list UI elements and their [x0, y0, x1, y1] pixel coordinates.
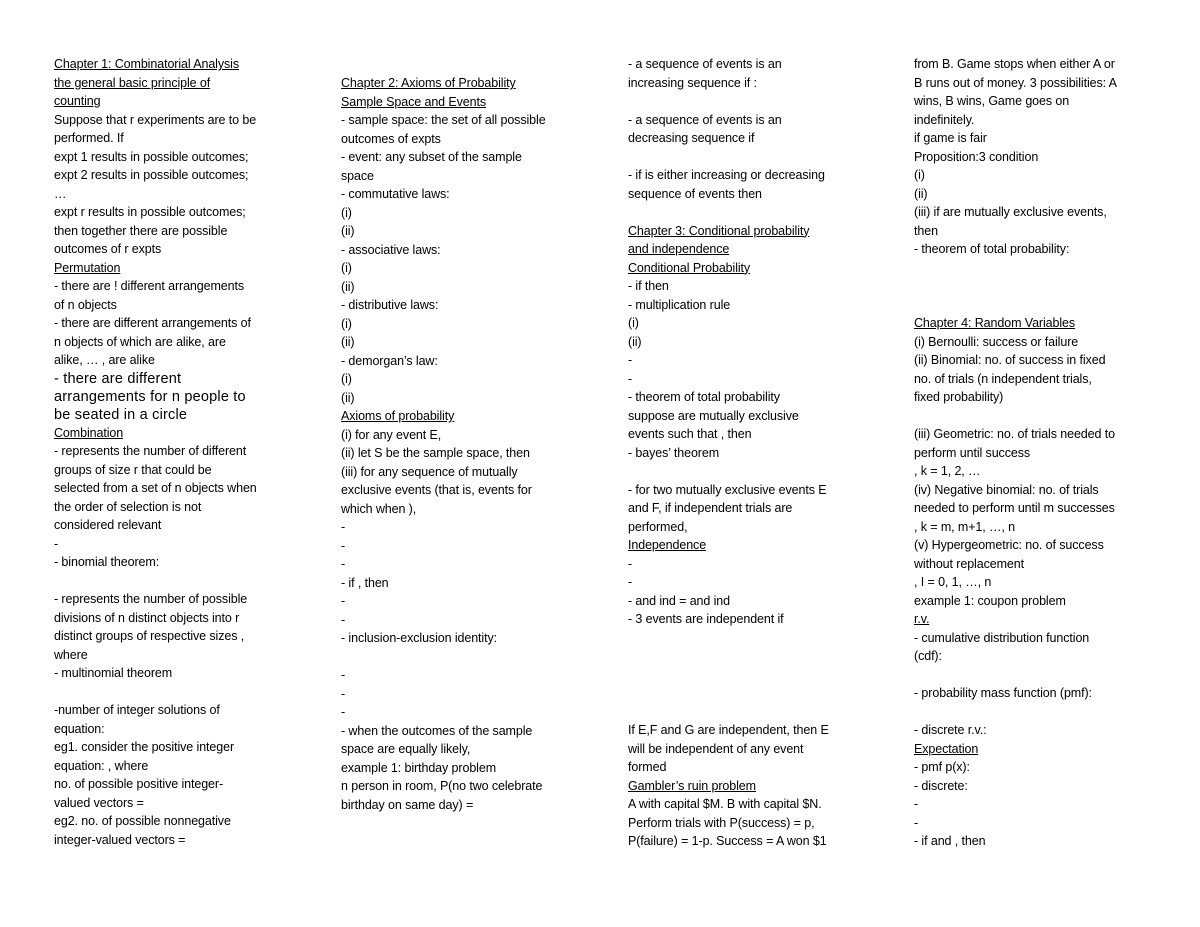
- text-line: sequence of events then: [628, 186, 762, 201]
- text-line: -number of integer solutions of: [54, 703, 220, 717]
- text-line: (iv) Negative binomial: no. of trials: [914, 482, 1099, 497]
- text-line: -: [914, 815, 919, 830]
- text-line: -: [341, 705, 346, 719]
- blank-line: [628, 462, 888, 481]
- text-line: - there are ! different arrangements: [54, 279, 245, 293]
- section-heading: Chapter 3: Conditional probability: [628, 223, 810, 238]
- text-line: decreasing sequence if: [628, 131, 755, 145]
- text-line: …: [54, 186, 67, 201]
- column-1: [54, 55, 304, 849]
- text-line: which when ),: [341, 501, 417, 516]
- text-line: (ii) Binomial: no. of success in fixed: [914, 353, 1106, 367]
- text-line: - if then: [628, 279, 669, 293]
- section-heading: Conditional Probability: [628, 260, 751, 275]
- text-line: , I = 0, 1, …, n: [914, 575, 992, 589]
- text-line: Suppose that r experiments are to be: [54, 112, 257, 127]
- text-line: - a sequence of events is an: [628, 112, 782, 127]
- blank-line: [628, 92, 888, 111]
- section-heading: Chapter 1: Combinatorial Analysis: [54, 57, 239, 71]
- text-line: divisions of n distinct objects into r: [54, 610, 240, 625]
- text-line: (i): [628, 316, 639, 330]
- text-line: Perform trials with P(success) = p,: [628, 815, 815, 830]
- text-line: space: [341, 168, 374, 183]
- text-line: then: [914, 223, 938, 238]
- text-line: -: [341, 594, 346, 608]
- blank-line: [914, 259, 1174, 278]
- blank-line: [914, 666, 1174, 685]
- text-line: - theorem of total probability: [628, 390, 780, 404]
- text-line: from B. Game stops when either A or: [914, 57, 1115, 71]
- text-line: suppose are mutually exclusive: [628, 408, 799, 423]
- section-heading: Sample Space and Events: [341, 94, 487, 109]
- text-line: - distributive laws:: [341, 298, 439, 312]
- text-line: performed. If: [54, 131, 124, 145]
- section-heading: and independence: [628, 242, 730, 256]
- blank-line: [628, 684, 888, 703]
- text-line: - theorem of total probability:: [914, 242, 1070, 256]
- text-line: - pmf p(x):: [914, 760, 970, 774]
- text-line: - when the outcomes of the sample: [341, 723, 533, 738]
- text-line: -: [628, 371, 633, 386]
- text-line: (i): [914, 168, 925, 182]
- text-line: - for two mutually exclusive events E: [628, 482, 827, 497]
- text-line: alike, … , are alike: [54, 353, 155, 367]
- text-line: groups of size r that could be: [54, 462, 212, 477]
- blank-line: [628, 203, 888, 222]
- text-line: -: [341, 538, 346, 553]
- text-line: wins, B wins, Game goes on: [914, 94, 1070, 108]
- text-line: outcomes of r expts: [54, 242, 162, 256]
- text-line: expt 1 results in possible outcomes;: [54, 149, 249, 164]
- text-line: equation:: [54, 721, 105, 736]
- text-line: -: [54, 536, 59, 551]
- blank-line: [628, 666, 888, 685]
- text-line: events such that , then: [628, 427, 752, 441]
- text-line: -: [914, 797, 919, 811]
- text-line: - if is either increasing or decreasing: [628, 168, 825, 182]
- text-line: example 1: coupon problem: [914, 593, 1066, 608]
- text-line: - and ind = and ind: [628, 593, 731, 608]
- text-line: - sample space: the set of all possible: [341, 113, 546, 127]
- text-line: then together there are possible: [54, 223, 228, 238]
- text-line: -: [628, 575, 633, 589]
- text-line: (ii) let S be the sample space, then: [341, 446, 530, 460]
- text-line: expt 2 results in possible outcomes;: [54, 168, 249, 182]
- column-3: [628, 55, 888, 851]
- text-line: If E,F and G are independent, then E: [628, 723, 829, 737]
- text-line: - multinomial theorem: [54, 666, 173, 680]
- text-line: - probability mass function (pmf):: [914, 686, 1092, 700]
- blank-line: [628, 647, 888, 666]
- text-line: performed,: [628, 519, 688, 534]
- section-heading: Permutation: [54, 260, 121, 275]
- text-line: without replacement: [914, 556, 1024, 571]
- text-line: - if , then: [341, 575, 389, 590]
- text-line: indefinitely.: [914, 112, 975, 127]
- text-line: needed to perform until m successes: [914, 501, 1115, 515]
- blank-line: [914, 407, 1174, 426]
- text-line: and F, if independent trials are: [628, 501, 793, 515]
- text-line: (ii): [914, 186, 928, 201]
- text-line: -: [341, 520, 346, 534]
- text-line: (v) Hypergeometric: no. of success: [914, 538, 1104, 552]
- text-line: where: [54, 647, 88, 662]
- blank-line: [628, 703, 888, 722]
- text-line: - event: any subset of the sample: [341, 150, 522, 164]
- blank-line: [914, 703, 1174, 722]
- section-heading: the general basic principle of: [54, 75, 211, 90]
- section-heading: Gambler’s ruin problem: [628, 778, 756, 793]
- text-line: (cdf):: [914, 649, 942, 663]
- text-line: space are equally likely,: [341, 742, 471, 756]
- text-line: -: [628, 556, 633, 571]
- text-line: (i): [341, 372, 352, 386]
- text-line: no. of possible positive integer-: [54, 777, 224, 791]
- text-line: A with capital $M. B with capital $N.: [628, 797, 822, 811]
- blank-line: [914, 277, 1174, 296]
- section-heading: Expectation: [914, 741, 979, 756]
- blank-line: [628, 148, 888, 167]
- text-line: (iii) if are mutually exclusive events,: [914, 205, 1107, 219]
- section-heading: r.v.: [914, 612, 930, 626]
- text-line: formed: [628, 760, 667, 774]
- blank-line: [54, 572, 304, 591]
- text-line: - discrete:: [914, 778, 968, 793]
- text-line: n person in room, P(no two celebrate: [341, 779, 543, 793]
- text-line: valued vectors =: [54, 795, 144, 810]
- text-line: (i): [341, 316, 352, 331]
- column-2: [341, 74, 596, 814]
- text-line: of n objects: [54, 297, 117, 312]
- text-line: , k = m, m+1, …, n: [914, 519, 1016, 534]
- text-line: (i): [341, 261, 352, 275]
- text-line: birthday on same day) =: [341, 797, 474, 812]
- text-line: be seated in a circle: [54, 406, 188, 423]
- text-line: - discrete r.v.:: [914, 723, 987, 737]
- text-line: eg2. no. of possible nonnegative: [54, 814, 231, 828]
- text-line: - cumulative distribution function: [914, 630, 1090, 645]
- text-line: expt r results in possible outcomes;: [54, 205, 246, 219]
- text-line: eg1. consider the positive integer: [54, 740, 235, 754]
- text-line: no. of trials (n independent trials,: [914, 371, 1092, 386]
- text-line: -: [341, 612, 346, 627]
- text-line: - binomial theorem:: [54, 555, 160, 569]
- section-heading: Chapter 4: Random Variables: [914, 316, 1076, 330]
- section-heading: Axioms of probability: [341, 409, 455, 423]
- text-line: distinct groups of respective sizes ,: [54, 629, 245, 643]
- text-line: - there are different arrangements of: [54, 316, 251, 330]
- text-line: - demorgan’s law:: [341, 353, 438, 368]
- text-line: considered relevant: [54, 518, 162, 532]
- text-line: (i) Bernoulli: success or failure: [914, 334, 1079, 349]
- text-line: , k = 1, 2, …: [914, 464, 981, 478]
- text-line: (ii): [341, 279, 355, 294]
- text-line: - if and , then: [914, 834, 986, 848]
- section-heading: counting: [54, 94, 101, 108]
- text-line: - 3 events are independent if: [628, 612, 784, 626]
- blank-line: [341, 648, 596, 667]
- text-line: - associative laws:: [341, 242, 441, 257]
- text-line: example 1: birthday problem: [341, 760, 497, 775]
- text-line: n objects of which are alike, are: [54, 334, 226, 349]
- text-line: (ii): [628, 334, 642, 349]
- text-line: equation: , where: [54, 758, 149, 773]
- text-line: arrangements for n people to: [54, 388, 246, 405]
- text-line: - a sequence of events is an: [628, 57, 782, 71]
- text-line: Proposition:3 condition: [914, 149, 1039, 164]
- text-line: - there are different: [54, 370, 182, 387]
- text-line: the order of selection is not: [54, 499, 202, 514]
- text-line: -: [341, 668, 346, 682]
- blank-line: [914, 296, 1174, 315]
- text-line: - commutative laws:: [341, 187, 450, 201]
- column-4: [914, 55, 1174, 851]
- text-line: selected from a set of n objects when: [54, 481, 257, 495]
- blank-line: [628, 629, 888, 648]
- text-line: -: [341, 557, 346, 571]
- text-line: - inclusion-exclusion identity:: [341, 631, 498, 645]
- section-heading: Combination: [54, 425, 124, 440]
- text-line: P(failure) = 1-p. Success = A won $1: [628, 834, 827, 848]
- text-line: B runs out of money. 3 possibilities: A: [914, 75, 1117, 90]
- text-line: (iii) for any sequence of mutually: [341, 464, 518, 479]
- text-line: (i): [341, 205, 352, 220]
- section-heading: Independence: [628, 538, 707, 552]
- blank-line: [54, 683, 304, 702]
- text-line: (ii): [341, 224, 355, 238]
- text-line: -: [628, 353, 633, 367]
- section-heading: Chapter 2: Axioms of Probability: [341, 76, 516, 90]
- text-line: fixed probability): [914, 390, 1004, 404]
- text-line: if game is fair: [914, 131, 987, 145]
- text-line: - represents the number of possible: [54, 592, 248, 606]
- text-line: increasing sequence if :: [628, 75, 757, 90]
- text-line: integer-valued vectors =: [54, 832, 186, 847]
- text-line: will be independent of any event: [628, 741, 804, 756]
- text-line: (ii): [341, 335, 355, 349]
- text-line: (i) for any event E,: [341, 427, 442, 442]
- text-line: - multiplication rule: [628, 297, 731, 312]
- text-line: (iii) Geometric: no. of trials needed to: [914, 427, 1115, 441]
- text-line: outcomes of expts: [341, 131, 441, 146]
- text-line: (ii): [341, 390, 355, 405]
- text-line: - represents the number of different: [54, 444, 247, 458]
- text-line: exclusive events (that is, events for: [341, 483, 532, 497]
- text-line: perform until success: [914, 445, 1030, 460]
- text-line: - bayes’ theorem: [628, 445, 720, 460]
- text-line: -: [341, 686, 346, 701]
